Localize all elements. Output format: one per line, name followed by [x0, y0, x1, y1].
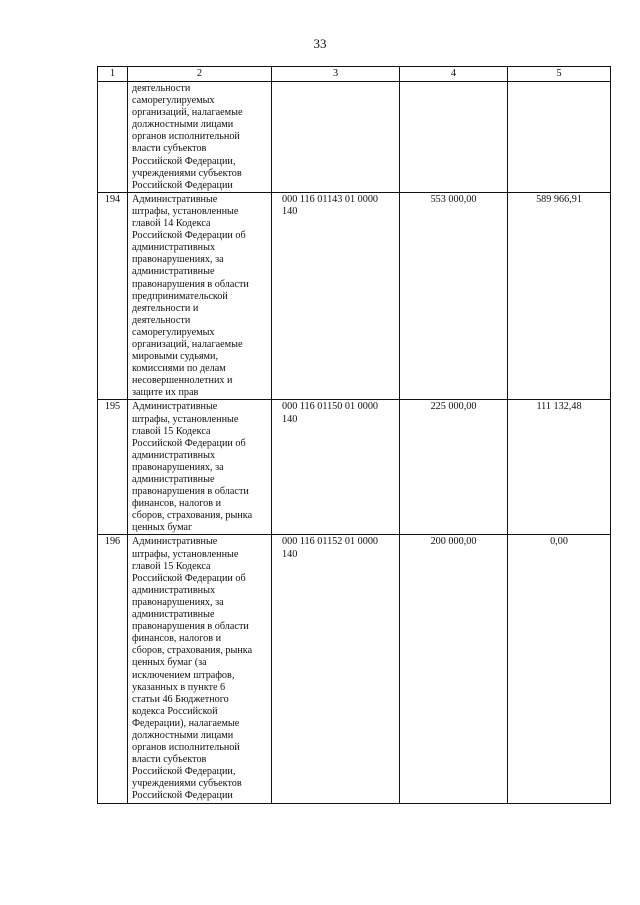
code-cell	[272, 82, 400, 193]
table-header-row	[98, 67, 611, 82]
plan-amount-cell	[400, 82, 508, 193]
column-header-3: 3	[272, 67, 400, 82]
column-header-1: 1	[98, 67, 128, 82]
code-cell: 000 116 01152 01 0000 140	[272, 535, 400, 803]
row-number-cell: 194	[98, 192, 128, 400]
description-cell: деятельности саморегулируемых организаций, налагаемые должностными лицами органов исполнительной власти субъектов Российской Федерации, учреждениями субъектов Российской Федерации	[128, 82, 272, 193]
actual-amount-cell	[508, 82, 611, 193]
code-cell: 000 116 01150 01 0000 140	[272, 400, 400, 535]
description-cell: Административные штрафы, установленные главой 15 Кодекса Российской Федерации об административных правонарушениях, за административные правонарушения в области финансов, налогов и сборов, страхования, рынка ценных бумаг	[128, 400, 272, 535]
description-cell: Административные штрафы, установленные главой 14 Кодекса Российской Федерации об административных правонарушениях, за административные правонарушения в области предпринимательской деятельности и деятельности саморегулируемых организаций, налагаемые мировыми судьями, комиссиями по делам несовершеннолетних и защите их прав	[128, 192, 272, 400]
plan-amount-cell: 200 000,00	[400, 535, 508, 803]
budget-table	[97, 66, 611, 804]
column-header-2: 2	[128, 67, 272, 82]
actual-amount-cell: 111 132,48	[508, 400, 611, 535]
code-cell: 000 116 01143 01 0000 140	[272, 192, 400, 400]
page-number: 33	[313, 36, 327, 51]
row-number-cell	[98, 82, 128, 193]
row-number-cell: 196	[98, 535, 128, 803]
row-number-cell: 195	[98, 400, 128, 535]
actual-amount-cell: 589 966,91	[508, 192, 611, 400]
column-header-4: 4	[400, 67, 508, 82]
table-row	[98, 400, 611, 535]
plan-amount-cell: 225 000,00	[400, 400, 508, 535]
table-row	[98, 192, 611, 400]
column-header-5: 5	[508, 67, 611, 82]
table-row	[98, 535, 611, 803]
plan-amount-cell: 553 000,00	[400, 192, 508, 400]
actual-amount-cell: 0,00	[508, 535, 611, 803]
table-row-continuation	[98, 82, 611, 193]
description-cell: Административные штрафы, установленные главой 15 Кодекса Российской Федерации об административных правонарушениях, за административные правонарушения в области финансов, налогов и сборов, страхования, рынка ценных бумаг (за исключением штрафов, указанных в пункте 6 статьи 46 Бюджетного кодекса Российской Федерации), налагаемые должностными лицами органов исполнительной власти субъектов Российской Федерации, учреждениями субъектов Российской Федерации	[128, 535, 272, 803]
